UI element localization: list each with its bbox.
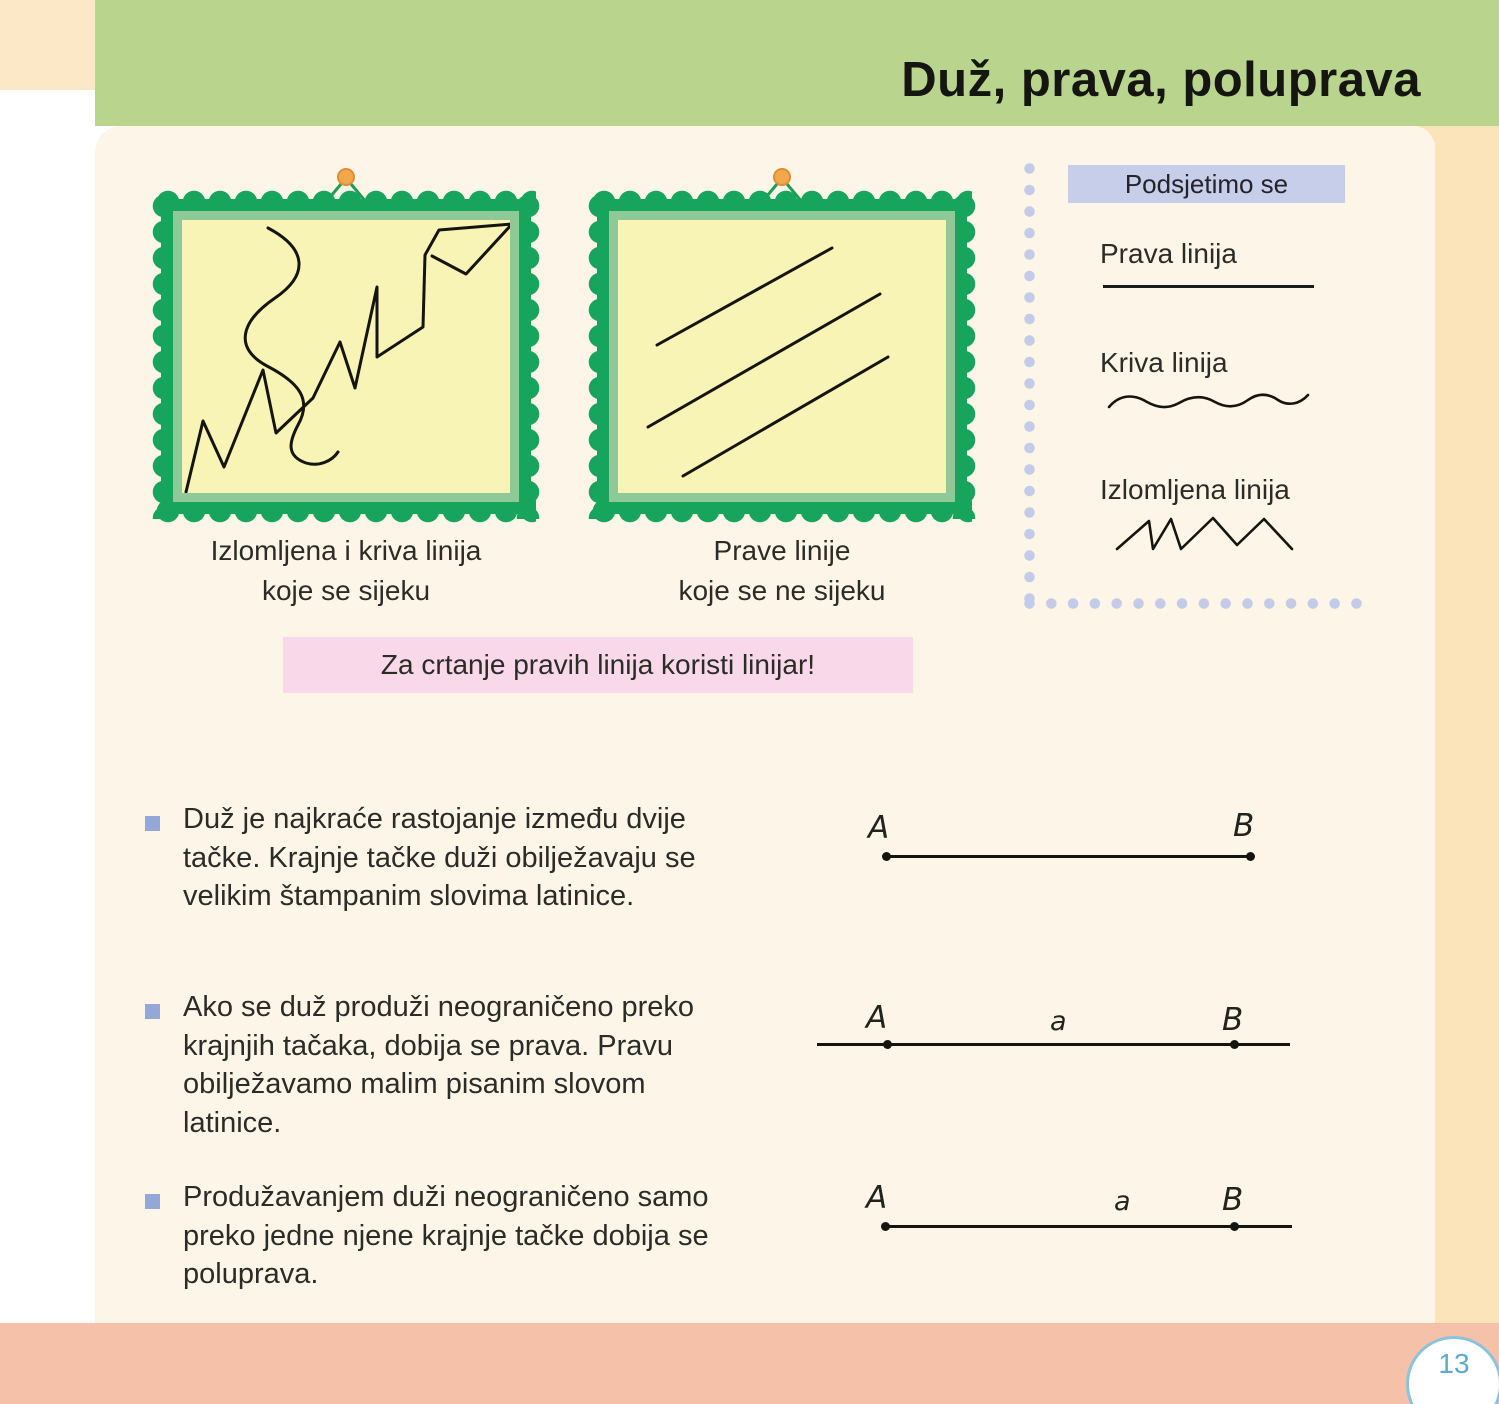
caption-parallel-lines (588, 531, 976, 611)
segment-endpoint-dot (1246, 852, 1255, 861)
caption-line: koje se sijeku (261, 575, 431, 606)
line-point-dot (1230, 1040, 1239, 1049)
caption-intersecting-lines (152, 531, 540, 611)
caption-line: koje se ne sijeku (678, 575, 886, 606)
segment-point-label-B: B (1233, 808, 1255, 844)
pin-icon (337, 168, 355, 186)
ray-point-dot (1230, 1222, 1239, 1231)
reminder-label-curved-line: Kriva linija (1100, 347, 1228, 378)
reminder-label-straight-line: Prava linija (1100, 238, 1237, 269)
ray-point-label-A: A (866, 1180, 888, 1216)
broken-line-sample (1115, 512, 1295, 552)
frame-scallop-right (516, 194, 540, 519)
segment-line (886, 855, 1252, 858)
picture-frame-parallel-lines (588, 190, 976, 523)
frame-paper (618, 220, 946, 493)
line-name-label-a: a (1050, 1006, 1067, 1037)
picture-frame-intersecting-lines (152, 190, 540, 523)
bullet-marker (145, 1004, 160, 1019)
ray-point-label-B: B (1222, 1182, 1244, 1218)
bullet-text-segment: Duž je najkraće rastojanje između dvije tačke. Krajnje tačke duži obilježavaju se velikim štampanim slovima latinice. (183, 803, 696, 912)
reminder-dotted-border-bottom (1024, 598, 1364, 609)
reminder-dotted-border-left (1024, 163, 1035, 603)
curved-line-sample (1106, 388, 1312, 416)
ray-name-label-a: a (1114, 1186, 1131, 1217)
footer-band (0, 1323, 1499, 1404)
line-point-label-B: B (1222, 1002, 1244, 1038)
segment-point-label-A: A (868, 810, 890, 846)
straight-line-sample (1103, 285, 1314, 288)
segment-endpoint-dot (882, 852, 891, 861)
frame-scallop-bottom (592, 499, 972, 523)
frame-scallop-right (952, 194, 976, 519)
bullet-marker (145, 1194, 160, 1209)
page-number: 13 (1438, 1348, 1470, 1379)
top-left-corner-block (0, 0, 95, 90)
parallel-lines-drawing (618, 220, 946, 493)
frame-paper (182, 220, 510, 493)
reminder-label-broken-line: Izlomljena linija (1100, 474, 1290, 505)
bullet-text-ray: Produžavanjem duži neograničeno samo preko jedne njene krajnje tačke dobija se poluprava. (183, 1181, 709, 1290)
caption-line: Prave linije (713, 535, 851, 566)
frame-scallop-bottom (156, 499, 536, 523)
page-title: Duž, prava, poluprava (901, 53, 1421, 107)
bullet-marker (145, 816, 160, 831)
intersecting-lines-drawing (182, 220, 510, 493)
ray-endpoint-dot (881, 1222, 890, 1231)
line-point-dot (883, 1040, 892, 1049)
caption-line: Izlomljena i kriva linija (210, 535, 482, 566)
line-point-label-A: A (866, 1000, 888, 1036)
tip-banner: Za crtanje pravih linija koristi linijar! (283, 637, 913, 693)
reminder-title: Podsjetimo se (1068, 165, 1345, 203)
pin-icon (773, 168, 791, 186)
bullet-text-line: Ako se duž produži neograničeno preko krajnjih tačaka, dobija se prava. Pravu obilježavamo malim pisanim slovom latinice. (183, 991, 695, 1139)
